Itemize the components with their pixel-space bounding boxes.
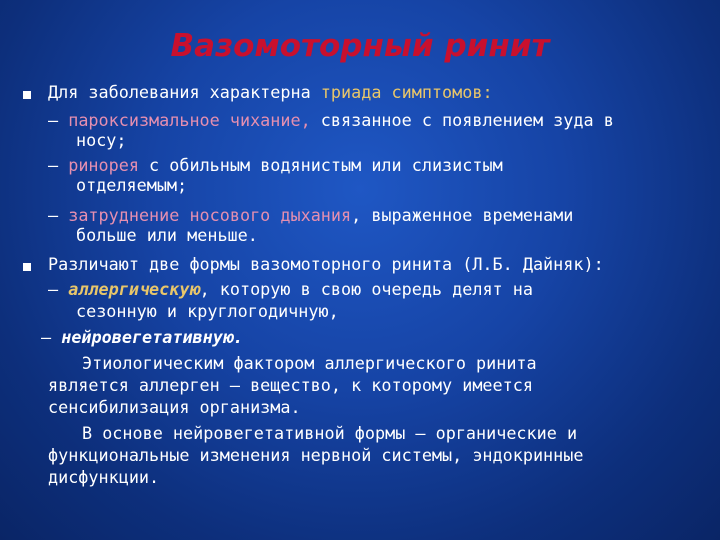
symptom-breathing: — затруднение носового дыхания, выраженное временами: [48, 205, 574, 225]
symptom-breathing-cont: больше или меньше.: [76, 225, 258, 245]
form-allergic: — аллергическую, которую в свою очередь делят на: [48, 279, 533, 299]
bullet-2-text: Различают две формы вазомоторного ринита (Л.Б. Дайняк):: [48, 254, 604, 274]
paragraph-1-line-1: Этиологическим фактором аллергического ринита: [82, 353, 537, 373]
paragraph-2-line-3: дисфункции.: [48, 467, 160, 487]
symptom-rhinorrhea-cont: отделяемым;: [76, 175, 188, 195]
bullet-1-text: Для заболевания характерна триада симптомов:: [48, 82, 493, 102]
bullet-square-icon: [23, 263, 31, 271]
symptom-sneezing-cont: носу;: [76, 130, 127, 150]
paragraph-2-line-1: В основе нейровегетативной формы — органические и: [82, 423, 578, 443]
form-allergic-cont: сезонную и круглогодичную,: [76, 301, 339, 321]
slide-title: Вазомоторный ринит: [170, 28, 550, 64]
paragraph-1-line-2: является аллерген — вещество, к которому имеется: [48, 375, 533, 395]
symptom-sneezing: — пароксизмальное чихание, связанное с появлением зуда в: [48, 110, 614, 130]
bullet-square-icon: [23, 91, 31, 99]
form-neurovegetative: — нейровегетативную.: [41, 327, 244, 347]
paragraph-1-line-3: сенсибилизация организма.: [48, 397, 301, 417]
paragraph-2-line-2: функциональные изменения нервной системы, эндокринные: [48, 445, 584, 465]
symptom-rhinorrhea: — ринорея с обильным водянистым или слизистым: [48, 155, 503, 175]
